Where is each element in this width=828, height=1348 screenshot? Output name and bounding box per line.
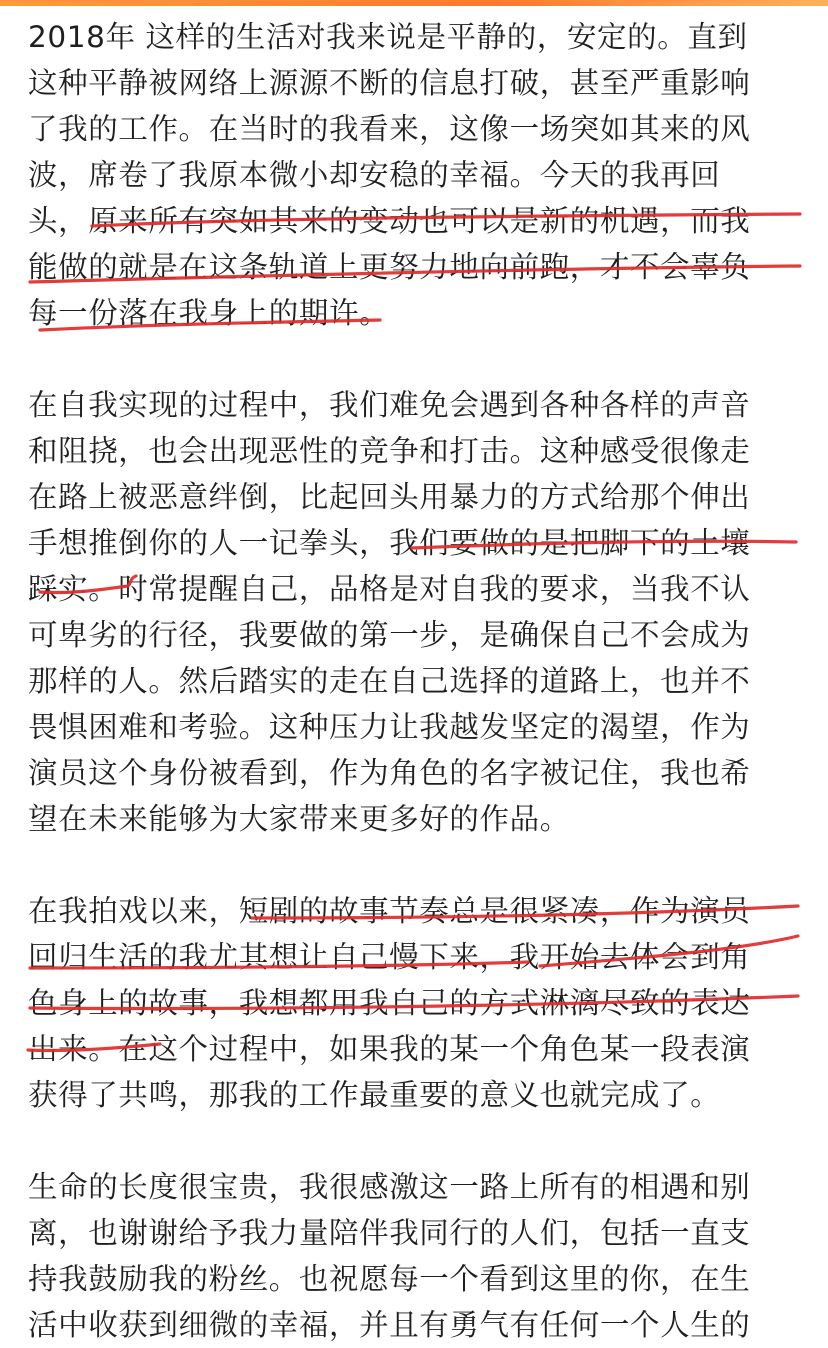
text-line: 获得了共鸣，那我的工作最重要的意义也就完成了。	[28, 1078, 721, 1112]
paragraph-2	[28, 382, 800, 842]
text-line: 那样的人。然后踏实的走在自己选择的道路上，也并不	[28, 664, 751, 698]
text-line: 望在未来能够为大家带来更多好的作品。	[28, 802, 570, 836]
text-line: 持我鼓励我的粉丝。也祝愿每一个看到这里的你，在生	[28, 1262, 751, 1296]
text-line: 畏惧困难和考验。这种压力让我越发坚定的渴望，作为	[28, 710, 751, 744]
text-line: 2018年 这样的生活对我来说是平静的，安定的。直到	[28, 20, 748, 54]
text-line: 头，原来所有突如其来的变动也可以是新的机遇，而我	[28, 204, 751, 238]
text-line: 踩实。时常提醒自己，品格是对自我的要求，当我不认	[28, 572, 751, 606]
text-line: 波，席卷了我原本微小却安稳的幸福。今天的我再回	[28, 158, 721, 192]
text-line: 这种平静被网络上源源不断的信息打破，甚至严重影响	[28, 66, 751, 100]
text-line: 回归生活的我尤其想让自己慢下来，我开始去体会到角	[28, 940, 751, 974]
paragraph-3	[28, 888, 800, 1118]
text-line: 演员这个身份被看到，作为角色的名字被记住，我也希	[28, 756, 751, 790]
text-line: 出来。在这个过程中，如果我的某一个角色某一段表演	[28, 1032, 751, 1066]
text-line: 在我拍戏以来，短剧的故事节奏总是很紧凑，作为演员	[28, 894, 751, 928]
paragraph-1	[28, 14, 800, 336]
text-line: 可卑劣的行径，我要做的第一步，是确保自己不会成为	[28, 618, 751, 652]
text-line: 在路上被恶意绊倒，比起回头用暴力的方式给那个伸出	[28, 480, 751, 514]
text-line: 能做的就是在这条轨道上更努力地向前跑，才不会辜负	[28, 250, 751, 284]
text-line: 了我的工作。在当时的我看来，这像一场突如其来的风	[28, 112, 751, 146]
text-line: 离，也谢谢给予我力量陪伴我同行的人们，包括一直支	[28, 1216, 751, 1250]
text-line: 在自我实现的过程中，我们难免会遇到各种各样的声音	[28, 388, 751, 422]
text-line: 色身上的故事，我想都用我自己的方式淋漓尽致的表达	[28, 986, 751, 1020]
text-line: 活中收获到细微的幸福，并且有勇气有任何一个人生的	[28, 1308, 751, 1342]
text-line: 手想推倒你的人一记拳头，我们要做的是把脚下的土壤	[28, 526, 751, 560]
paragraph-4	[28, 1164, 800, 1348]
text-line: 生命的长度很宝贵，我很感激这一路上所有的相遇和别	[28, 1170, 751, 1204]
text-line: 每一份落在我身上的期许。	[28, 296, 390, 330]
text-line: 和阻挠，也会出现恶性的竞争和打击。这种感受很像走	[28, 434, 751, 468]
